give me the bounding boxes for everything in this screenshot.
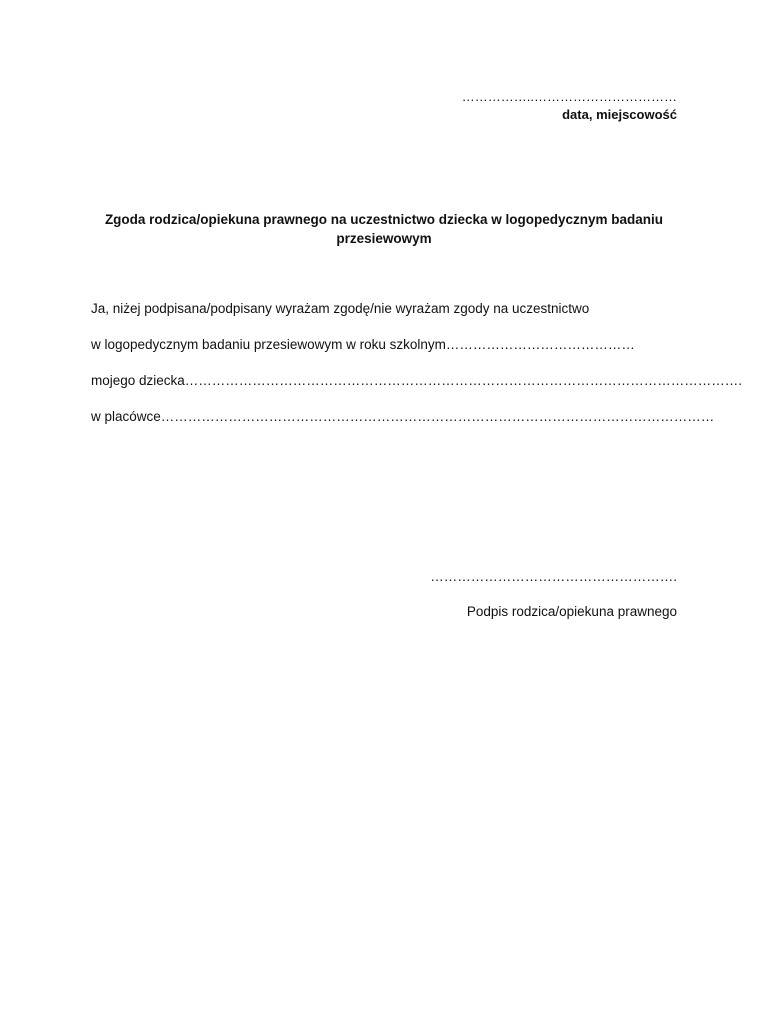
signature-block: [430, 568, 677, 621]
signature-dotted-line: ……………………………………………….: [430, 569, 677, 584]
date-place-dotted-line: ……………..……………………………: [461, 89, 677, 104]
document-title: [90, 210, 678, 248]
signature-label: Podpis rodzica/opiekuna prawnego: [466, 604, 677, 619]
document-title-line-2: przesiewowym: [336, 231, 432, 246]
institution-line: w placówce……………………………………………………………………………………………………………: [91, 409, 715, 424]
school-year-line: w logopedycznym badaniu przesiewowym w roku szkolnym……………………………………: [91, 337, 635, 352]
child-name-line: mojego dziecka…………………………………………………………………………………………………………….: [91, 373, 743, 388]
date-place-block: [462, 88, 677, 124]
document-title-line-1: Zgoda rodzica/opiekuna prawnego na uczestnictwo dziecka w logopedycznym badaniu: [104, 212, 664, 227]
consent-statement-line: Ja, niżej podpisana/podpisany wyrażam zgodę/nie wyrażam zgody na uczestnictwo: [91, 301, 590, 316]
date-place-label: data, miejscowość: [562, 107, 677, 122]
